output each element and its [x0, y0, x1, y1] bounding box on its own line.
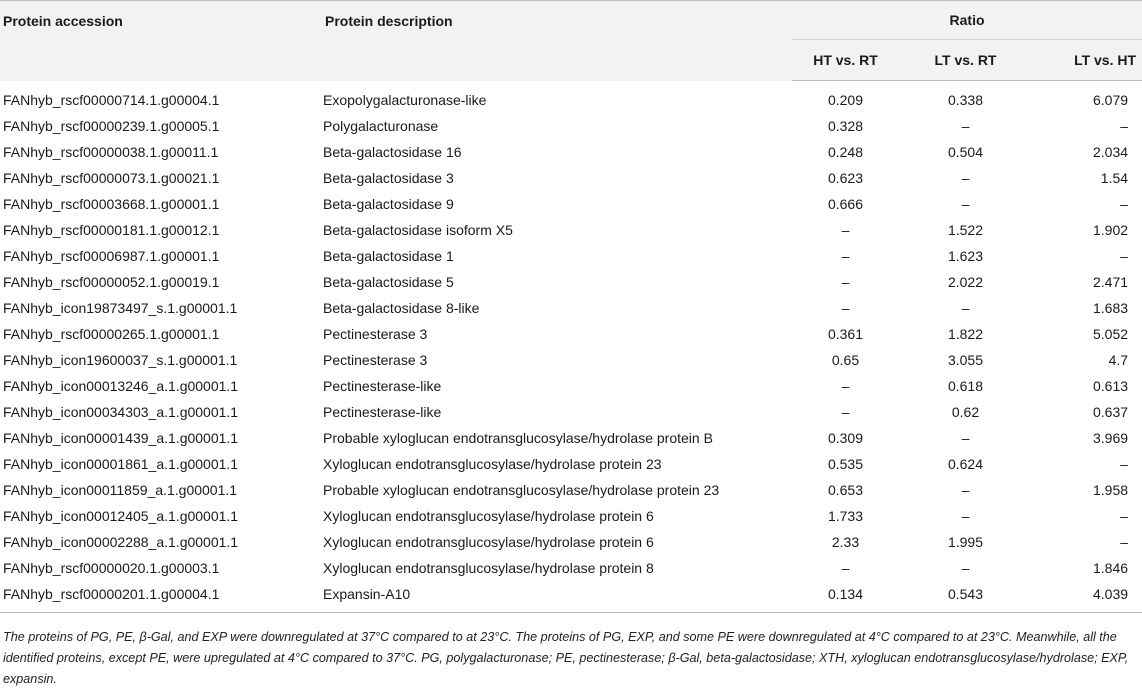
- cell-lt-vs-ht: 4.7: [1108, 352, 1129, 368]
- table-row: [0, 477, 1142, 503]
- cell-lt-vs-ht: 1.902: [1092, 222, 1129, 238]
- cell-lt-vs-rt: 0.624: [947, 456, 984, 472]
- cell-ht-vs-rt: 0.134: [792, 581, 899, 613]
- cell-ht-vs-rt: 0.309: [827, 430, 864, 446]
- cell-ht-vs-rt: 0.65: [831, 352, 860, 368]
- table-row: [0, 81, 1142, 114]
- cell-lt-vs-rt: –: [961, 560, 970, 576]
- table-row: [0, 321, 1142, 347]
- cell-protein-accession: FANhyb_icon00011859_a.1.g00001.1: [3, 482, 238, 498]
- table-row: [0, 217, 1142, 243]
- cell-ht-vs-rt: –: [841, 300, 850, 316]
- cell-lt-vs-rt: –: [961, 430, 970, 446]
- cell-protein-accession: FANhyb_icon00001439_a.1.g00001.1: [3, 430, 239, 446]
- cell-protein-description: Polygalacturonase: [323, 118, 439, 134]
- cell-protein-accession: FANhyb_icon19873497_s.1.g00001.1: [3, 300, 238, 316]
- cell-lt-vs-ht: 2.471: [1092, 274, 1129, 290]
- cell-lt-vs-ht: 1.683: [1092, 300, 1129, 316]
- cell-protein-accession: FANhyb_icon19600037_s.1.g00001.1: [3, 352, 238, 368]
- table-row: [0, 399, 1142, 425]
- cell-protein-accession: FANhyb_rscf00006987.1.g00001.1: [3, 248, 220, 264]
- cell-lt-vs-ht: –: [1120, 248, 1129, 264]
- header-protein-description: Protein description: [322, 1, 792, 81]
- table-row: [0, 113, 1142, 139]
- cell-lt-vs-ht: –: [1120, 534, 1129, 550]
- table-row: [0, 451, 1142, 477]
- cell-protein-description: Beta-galactosidase 1: [323, 248, 454, 264]
- cell-protein-accession: FANhyb_icon00002288_a.1.g00001.1: [3, 534, 239, 550]
- header-row-top: [0, 1, 1142, 40]
- cell-ht-vs-rt: 2.33: [831, 534, 860, 550]
- cell-protein-description: Beta-galactosidase 9: [323, 196, 454, 212]
- cell-lt-vs-ht: 5.052: [1092, 326, 1129, 342]
- cell-lt-vs-ht: 1.846: [1092, 560, 1129, 576]
- cell-protein-accession: FANhyb_rscf00000052.1.g00019.1: [3, 274, 220, 290]
- cell-protein-accession: FANhyb_rscf00000181.1.g00012.1: [3, 222, 220, 238]
- table-row: [0, 347, 1142, 373]
- cell-protein-description: Probable xyloglucan endotransglucosylase/hydrolase protein B: [323, 430, 713, 446]
- table-row: [0, 191, 1142, 217]
- table-body: [0, 81, 1142, 613]
- cell-protein-accession: FANhyb_rscf00000239.1.g00005.1: [3, 118, 220, 134]
- table-row: [0, 373, 1142, 399]
- table-row: [0, 529, 1142, 555]
- cell-protein-description: Beta-galactosidase 5: [323, 274, 454, 290]
- cell-protein-description: Pectinesterase-like: [323, 404, 442, 420]
- cell-protein-accession: FANhyb_rscf00000714.1.g00004.1: [3, 91, 220, 108]
- cell-lt-vs-rt: –: [961, 170, 970, 186]
- table-row: [0, 581, 1142, 613]
- cell-lt-vs-ht: 2.034: [1092, 144, 1129, 160]
- cell-protein-accession: FANhyb_rscf00000038.1.g00011.1: [3, 144, 219, 160]
- cell-protein-accession: FANhyb_rscf00003668.1.g00001.1: [3, 196, 220, 212]
- header-lt-vs-ht: LT vs. HT: [1032, 40, 1142, 81]
- cell-protein-description: Exopolygalacturonase-like: [323, 91, 487, 108]
- table-row: [0, 243, 1142, 269]
- table-row: [0, 503, 1142, 529]
- cell-ht-vs-rt: –: [841, 222, 850, 238]
- cell-lt-vs-rt: 1.822: [947, 326, 984, 342]
- cell-protein-description: Xyloglucan endotransglucosylase/hydrolase protein 8: [323, 560, 654, 576]
- cell-protein-description: Xyloglucan endotransglucosylase/hydrolase protein 6: [323, 508, 654, 524]
- cell-protein-accession: FANhyb_rscf00000020.1.g00003.1: [3, 560, 220, 576]
- cell-ht-vs-rt: 0.535: [827, 456, 864, 472]
- cell-protein-description: Beta-galactosidase isoform X5: [323, 222, 513, 238]
- cell-lt-vs-ht: –: [1120, 196, 1129, 212]
- cell-lt-vs-rt: –: [961, 300, 970, 316]
- cell-lt-vs-rt: 2.022: [947, 274, 984, 290]
- table-row: [0, 295, 1142, 321]
- table-row: [0, 425, 1142, 451]
- cell-ht-vs-rt: 0.623: [827, 170, 864, 186]
- header-lt-vs-rt: LT vs. RT: [899, 40, 1032, 81]
- cell-ht-vs-rt: 0.248: [827, 144, 864, 160]
- cell-lt-vs-ht: 4.039: [1032, 581, 1142, 613]
- table-row: [0, 555, 1142, 581]
- cell-protein-accession: FANhyb_icon00001861_a.1.g00001.1: [3, 456, 239, 472]
- cell-lt-vs-ht: –: [1120, 118, 1129, 134]
- cell-protein-accession: FANhyb_icon00012405_a.1.g00001.1: [3, 508, 239, 524]
- header-ratio: Ratio: [792, 1, 1142, 40]
- cell-lt-vs-rt: 0.543: [899, 581, 1032, 613]
- cell-ht-vs-rt: –: [841, 378, 850, 394]
- cell-lt-vs-ht: 0.637: [1092, 404, 1129, 420]
- cell-lt-vs-rt: –: [961, 196, 970, 212]
- cell-lt-vs-rt: 1.623: [947, 248, 984, 264]
- cell-protein-description: Expansin-A10: [322, 581, 792, 613]
- header-protein-accession: Protein accession: [0, 1, 322, 81]
- table-row: [0, 165, 1142, 191]
- table-row: [0, 269, 1142, 295]
- cell-lt-vs-rt: 1.995: [947, 534, 984, 550]
- cell-lt-vs-ht: 6.079: [1092, 92, 1129, 108]
- cell-lt-vs-rt: –: [961, 482, 970, 498]
- cell-protein-description: Xyloglucan endotransglucosylase/hydrolase protein 23: [323, 456, 662, 472]
- cell-ht-vs-rt: 1.733: [827, 508, 864, 524]
- cell-protein-description: Probable xyloglucan endotransglucosylase/hydrolase protein 23: [323, 482, 720, 498]
- cell-lt-vs-ht: –: [1120, 456, 1129, 472]
- cell-protein-accession: FANhyb_icon00034303_a.1.g00001.1: [3, 404, 239, 420]
- cell-ht-vs-rt: 0.666: [827, 196, 864, 212]
- cell-lt-vs-ht: –: [1120, 508, 1129, 524]
- cell-lt-vs-rt: –: [961, 118, 970, 134]
- cell-protein-accession: FANhyb_icon00013246_a.1.g00001.1: [3, 378, 239, 394]
- cell-lt-vs-rt: 1.522: [947, 222, 984, 238]
- cell-lt-vs-ht: 0.613: [1092, 378, 1129, 394]
- cell-ht-vs-rt: 0.653: [827, 482, 864, 498]
- cell-protein-description: Beta-galactosidase 3: [323, 170, 454, 186]
- cell-lt-vs-rt: 3.055: [947, 352, 984, 368]
- cell-lt-vs-rt: 0.504: [947, 144, 984, 160]
- cell-protein-description: Beta-galactosidase 8-like: [323, 300, 480, 316]
- cell-ht-vs-rt: –: [841, 404, 850, 420]
- cell-lt-vs-rt: 0.618: [947, 378, 984, 394]
- cell-protein-description: Pectinesterase 3: [323, 326, 428, 342]
- cell-lt-vs-ht: 1.54: [1100, 170, 1129, 186]
- table-row: [0, 139, 1142, 165]
- cell-protein-description: Pectinesterase-like: [323, 378, 442, 394]
- cell-protein-accession: FANhyb_rscf00000073.1.g00021.1: [3, 170, 220, 186]
- cell-protein-description: Beta-galactosidase 16: [323, 144, 462, 160]
- cell-protein-description: Xyloglucan endotransglucosylase/hydrolase protein 6: [323, 534, 654, 550]
- cell-lt-vs-rt: –: [961, 508, 970, 524]
- cell-ht-vs-rt: 0.361: [827, 326, 864, 342]
- cell-ht-vs-rt: –: [841, 560, 850, 576]
- cell-lt-vs-rt: 0.62: [951, 404, 980, 420]
- cell-lt-vs-rt: 0.338: [947, 92, 984, 108]
- cell-lt-vs-ht: 1.958: [1092, 482, 1129, 498]
- cell-ht-vs-rt: 0.328: [827, 118, 864, 134]
- table-footnote: The proteins of PG, PE, β-Gal, and EXP were downregulated at 37°C compared to at 23°C. The proteins of PG, EXP, and some PE were downregulated at 4°C compared to at 23°C. Meanwhile, all the identified proteins, except PE, were upregulated at 4°C compared to 37°C. PG, polygalacturonase; PE, pectinesterase; β-Gal, beta-galactosidase; XTH, xyloglucan endotransglucosylase/hydrolase; EXP, expansin.: [3, 630, 1129, 686]
- cell-ht-vs-rt: –: [841, 248, 850, 264]
- cell-protein-accession: FANhyb_rscf00000201.1.g00004.1: [0, 581, 322, 613]
- cell-ht-vs-rt: 0.209: [827, 92, 864, 108]
- cell-ht-vs-rt: –: [841, 274, 850, 290]
- cell-protein-accession: FANhyb_rscf00000265.1.g00001.1: [3, 326, 220, 342]
- header-ht-vs-rt: HT vs. RT: [792, 40, 899, 81]
- cell-lt-vs-ht: 3.969: [1092, 430, 1129, 446]
- cell-protein-description: Pectinesterase 3: [323, 352, 428, 368]
